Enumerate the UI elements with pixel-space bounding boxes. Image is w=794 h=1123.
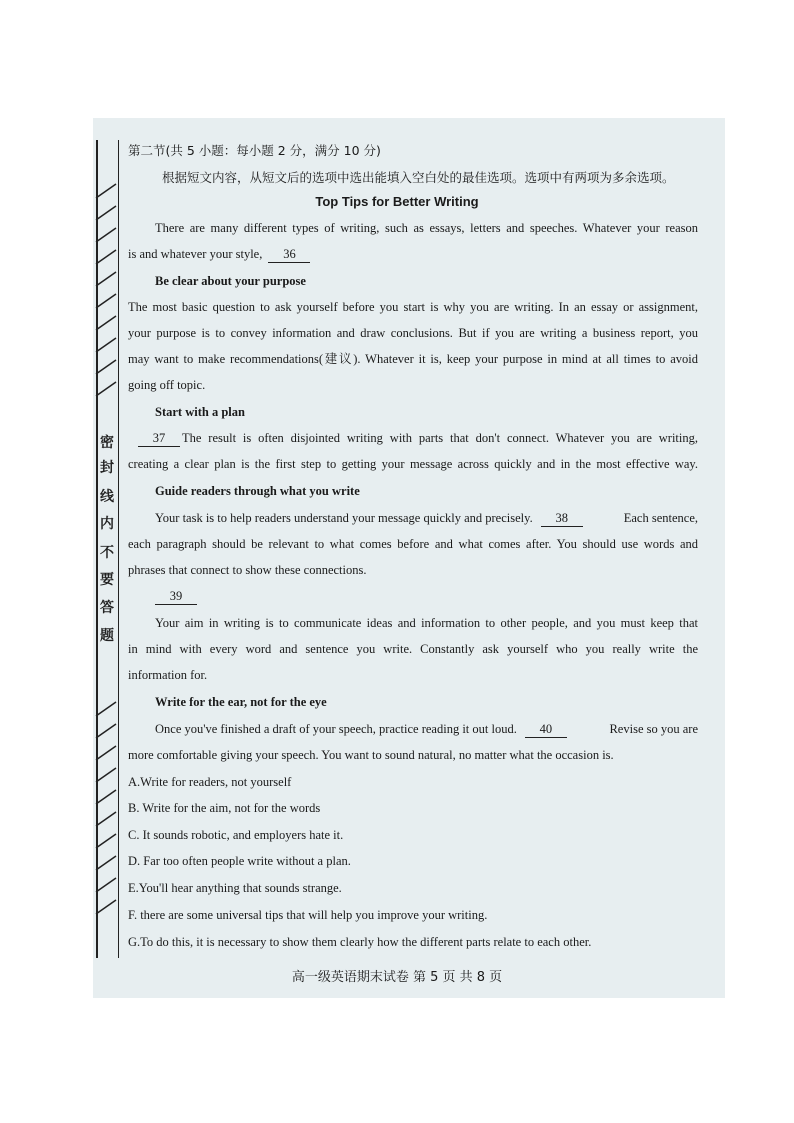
option-d: D. Far too often people write without a plan. xyxy=(128,854,351,868)
seal-char: 内 xyxy=(100,516,114,532)
blank-40[interactable]: 40 xyxy=(525,721,567,738)
intro-line-2-text: is and whatever your style, xyxy=(128,247,263,261)
purpose-line: your purpose is to convey information and draw conclusions. But if you are writing a business report, you xyxy=(128,326,698,340)
heading-ear: Write for the ear, not for the eye xyxy=(155,695,327,709)
instructions: 根据短文内容，从短文后的选项中选出能填入空白处的最佳选项。选项中有两项为多余选项。 xyxy=(162,170,675,185)
blank-38[interactable]: 38 xyxy=(541,510,583,527)
blank-39[interactable]: 39 xyxy=(155,588,197,605)
binding-slash-marks-bottom xyxy=(94,698,120,928)
purpose-line: The most basic question to ask yourself before you start is why you are writing. In an essay or assignment, xyxy=(128,300,698,314)
purpose-line: may want to make recommendations(建议). Whatever it is, keep your purpose in mind at all times to avoid xyxy=(128,352,698,366)
seal-char: 要 xyxy=(100,572,114,588)
ear-line-1 xyxy=(155,721,698,738)
option-f: F. there are some universal tips that will help you improve your writing. xyxy=(128,908,488,922)
page-footer: 高一级英语期末试卷 第 5 页 共 8 页 xyxy=(291,970,503,985)
section-header: 第二节(共 5 小题：每小题 2 分，满分 10 分) xyxy=(128,143,381,158)
blank-37[interactable]: 37 xyxy=(138,430,180,447)
option-c: C. It sounds robotic, and employers hate it. xyxy=(128,828,344,842)
option-e: E.You'll hear anything that sounds strange. xyxy=(128,881,342,895)
heading-39-line xyxy=(155,588,197,605)
aim-line: information for. xyxy=(128,668,208,682)
guide-line-2: each paragraph should be relevant to what comes before and what comes after. You should use words and xyxy=(128,537,698,551)
passage-title: Top Tips for Better Writing xyxy=(315,194,479,209)
binding-slash-marks-top xyxy=(94,180,120,410)
blank-36[interactable]: 36 xyxy=(268,246,310,263)
purpose-line: going off topic. xyxy=(128,378,206,392)
seal-char: 答 xyxy=(100,600,114,616)
ear-line-1-text: Once you've finished a draft of your speech, practice reading it out loud. xyxy=(155,722,517,736)
option-a: A.Write for readers, not yourself xyxy=(128,775,292,789)
heading-guide: Guide readers through what you write xyxy=(155,484,360,498)
heading-plan: Start with a plan xyxy=(155,405,245,419)
seal-char: 不 xyxy=(100,545,114,561)
intro-line-1: There are many different types of writing, such as essays, letters and speeches. Whatever your reason xyxy=(155,221,698,235)
plan-line-2: creating a clear plan is the first step to getting your message across quickly and in the most effective way. xyxy=(128,457,698,471)
aim-line: in mind with every word and sentence you write. Constantly ask yourself who you really write the xyxy=(128,642,698,656)
guide-line-1-text: Your task is to help readers understand your message quickly and precisely. xyxy=(155,511,533,525)
seal-char: 密 xyxy=(100,435,114,451)
ear-line-2: more comfortable giving your speech. You want to sound natural, no matter what the occasion is. xyxy=(128,748,614,762)
plan-line-1 xyxy=(138,430,698,447)
option-b: B. Write for the aim, not for the words xyxy=(128,801,321,815)
aim-line: Your aim in writing is to communicate ideas and information to other people, and you must keep that xyxy=(155,616,698,630)
heading-purpose: Be clear about your purpose xyxy=(155,274,306,288)
option-g: G.To do this, it is necessary to show them clearly how the different parts relate to each other. xyxy=(128,935,592,949)
guide-line-1-suffix: Each sentence, xyxy=(623,511,698,525)
seal-char: 题 xyxy=(100,628,114,644)
guide-line-1 xyxy=(155,510,698,527)
guide-line-3: phrases that connect to show these connections. xyxy=(128,563,367,577)
seal-char: 封 xyxy=(100,460,114,476)
ear-line-1-suffix: Revise so you are xyxy=(609,722,698,736)
plan-line-1-text: The result is often disjointed writing with parts that don't connect. Whatever you are writing, xyxy=(182,431,698,445)
intro-line-2 xyxy=(128,246,313,263)
seal-char: 线 xyxy=(100,489,114,505)
